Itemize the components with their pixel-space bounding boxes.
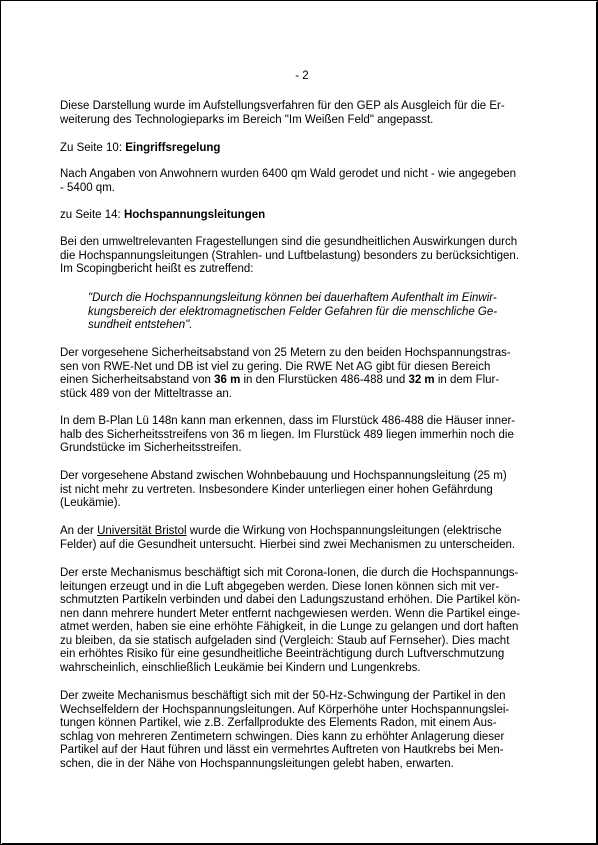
text-line: wahrscheinlich, einschließlich Leukämie bei Kindern und Lungenkrebs. <box>60 661 421 674</box>
text-line: die Hochspannungsleitungen (Strahlen- und Luftbelastung) besonders zu berücksichtigen. <box>60 249 520 262</box>
paragraph-4 <box>60 347 544 401</box>
text-line: Wechselfeldern der Hochspannungsleitungen. Auf Körperhöhe unter Hochspannungslei- <box>60 703 510 716</box>
text-line: weiterung des Technologieparks im Bereich "Im Weißen Feld" angepasst. <box>60 113 434 126</box>
text-line: Nach Angaben von Anwohnern wurden 6400 qm Wald gerodet und nicht - wie angegeben <box>60 168 517 180</box>
quote-block <box>88 292 534 333</box>
text-line: stück 489 von der Mitteltrasse an. <box>60 387 232 400</box>
paragraph-6 <box>60 470 544 511</box>
paragraph-3 <box>60 236 544 277</box>
quote-line: sundheit entstehen". <box>88 319 193 331</box>
text-line: schen, die in der Nähe von Hochspannungsleitungen gelebt haben, erwarten. <box>60 757 454 770</box>
text-line: Der zweite Mechanismus beschäftigt sich mit der 50-Hz-Schwingung der Partikel in den <box>60 690 506 702</box>
text-line: Der vorgesehene Abstand zwischen Wohnbebauung und Hochspannungsleitung (25 m) <box>60 470 507 482</box>
text-run: einen Sicherheitsabstand von <box>60 374 215 386</box>
text-run: in dem Flur- <box>434 374 500 386</box>
text-line: halb des Sicherheitsstreifens von 36 m liegen. Im Flurstück 489 liegen immerhin noch die <box>60 428 514 441</box>
text-line: sen von RWE-Net und DB ist viel zu gering. Die RWE Net AG gibt für diesen Bereich <box>60 360 491 373</box>
text-line: - 5400 qm. <box>60 181 115 194</box>
text-line: In dem B-Plan Lü 148n kann man erkennen, dass im Flurstück 486-488 die Häuser inner- <box>60 415 516 427</box>
quote-line: "Durch die Hochspannungsleitung können bei dauerhaftem Aufenthalt im Einwir- <box>88 292 497 304</box>
text-line <box>60 374 544 388</box>
heading-eingriffsregelung <box>60 142 544 156</box>
text-line: (Leukämie). <box>60 497 121 509</box>
paragraph-5 <box>60 415 544 456</box>
text-run: An der <box>60 525 98 537</box>
text-line: Felder) auf die Gesundheit untersucht. Hierbei sind zwei Mechanismen zu unterscheiden. <box>60 538 516 551</box>
text-line: Grundstücke im Sicherheitsstreifen. <box>60 442 242 454</box>
text-line: atmet werden, haben sie eine erhöhte Fähigkeit, in die Lunge zu gelangen und dort haften <box>60 621 519 633</box>
text-line: Im Scopingbericht heißt es zutreffend: <box>60 263 254 275</box>
text-line: tungen können Partikel, wie z.B. Zerfallprodukte des Elements Radon, mit einem Aus- <box>60 717 497 729</box>
text-line: Der erste Mechanismus beschäftigt sich mit Corona-Ionen, die durch die Hochspannungs- <box>60 567 519 579</box>
heading-hochspannungsleitungen <box>60 209 544 223</box>
text-line: ist nicht mehr zu vertreten. Insbesondere Kinder unterliegen einer hohen Gefährdung <box>60 483 493 496</box>
paragraph-1 <box>60 100 544 127</box>
paragraph-8 <box>60 567 544 675</box>
text-line: nen dann mehrere hundert Meter entfernt nachgewiesen werden. Wenn die Partikel einge- <box>60 607 521 620</box>
text-line: Diese Darstellung wurde im Aufstellungsverfahren für den GEP als Ausgleich für die Er- <box>60 100 505 112</box>
heading-prefix: Zu Seite 10: <box>60 142 126 154</box>
text-run: wurde die Wirkung von Hochspannungsleitungen (elektrische <box>186 525 502 537</box>
text-line: Der vorgesehene Sicherheitsabstand von 25 Metern zu den beiden Hochspannungstras- <box>60 347 511 359</box>
heading-title: Eingriffsregelung <box>125 142 221 154</box>
text-line: schmutzten Partikeln verbinden und dabei den Ladungszustand erhöhen. Die Partikel kön- <box>60 594 521 606</box>
text-line: zu bleiben, da sie statisch aufgeladen sind (Vergleich: Staub auf Fernseher). Dies macht <box>60 634 510 647</box>
text-line: ein erhöhtes Risiko für eine gesundheitliche Beeinträchtigung durch Luftverschmutzung <box>60 648 505 660</box>
distance-32m: 32 m <box>408 374 435 386</box>
paragraph-9 <box>60 690 544 771</box>
text-line <box>60 525 544 539</box>
text-line: Partikel auf der Haut führen und lässt ein vermehrtes Auftreten von Hautkrebs bei Men- <box>60 744 504 756</box>
paragraph-2 <box>60 168 544 195</box>
text-run: in den Flurstücken 486-488 und <box>240 374 409 386</box>
heading-title: Hochspannungsleitungen <box>123 209 266 221</box>
text-line: Bei den umweltrelevanten Fragestellungen sind die gesundheitlichen Auswirkungen durch <box>60 236 518 248</box>
quote-line: kungsbereich der elektromagnetischen Felder Gefahren für die menschliche Ge- <box>88 305 498 318</box>
heading-prefix: zu Seite 14: <box>60 209 124 221</box>
text-line: leitungen erzeugt und in die Luft abgegeben werden. Diese Ionen können sich mit ver- <box>60 580 500 593</box>
text-line: schlag von mehreren Zentimetern schwingen. Dies kann zu erhöhter Anlagerung dieser <box>60 730 505 743</box>
page-number: - 2 <box>295 70 309 82</box>
paragraph-7 <box>60 525 544 552</box>
university-link[interactable]: Universität Bristol <box>97 525 187 537</box>
distance-36m: 36 m <box>214 374 241 386</box>
